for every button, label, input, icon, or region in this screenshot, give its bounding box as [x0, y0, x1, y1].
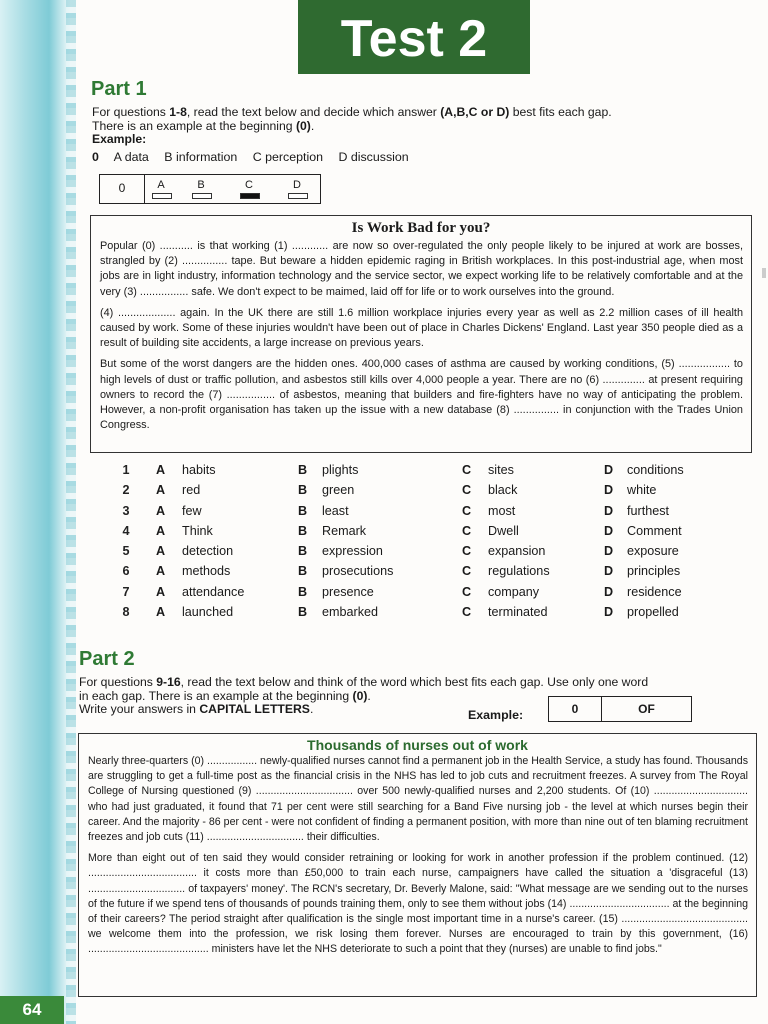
- option-word-d[interactable]: conditions: [627, 463, 684, 477]
- option-word-a[interactable]: red: [182, 483, 201, 498]
- option-row-number: 5: [122, 544, 130, 559]
- answer-option-d: D: [293, 179, 301, 191]
- page-number: 64: [0, 996, 64, 1024]
- option-row: [110, 605, 730, 625]
- option-letter-c: C: [462, 605, 472, 620]
- option-word-d[interactable]: principles: [627, 564, 681, 579]
- option-word-b[interactable]: Remark: [322, 523, 367, 538]
- option-row: [110, 463, 730, 483]
- option-word-d[interactable]: white: [627, 483, 657, 498]
- option-row-number: 3: [122, 503, 130, 518]
- option-letter-d: D: [604, 483, 614, 498]
- option-letter-b: B: [298, 503, 308, 518]
- option-letter-c: C: [462, 584, 472, 599]
- option-word-b[interactable]: least: [322, 503, 349, 518]
- option-word-d[interactable]: residence: [627, 584, 682, 599]
- option-letter-b: B: [298, 483, 308, 498]
- option-letter-c: C: [462, 503, 472, 518]
- part2-heading: Part 2: [79, 648, 135, 670]
- option-letter-d: D: [604, 605, 614, 620]
- option-word-c[interactable]: most: [488, 503, 516, 518]
- option-row-number: 8: [122, 605, 130, 620]
- answer-mark-d[interactable]: [288, 193, 308, 199]
- option-word-a[interactable]: attendance: [182, 584, 245, 599]
- option-row-number: 4: [122, 523, 130, 538]
- margin-mark: [762, 268, 766, 278]
- option-word-a[interactable]: few: [182, 503, 202, 518]
- option-letter-b: B: [298, 605, 308, 620]
- option-letter-a: A: [156, 483, 166, 498]
- option-letter-d: D: [604, 523, 614, 538]
- answer-mark-a[interactable]: [152, 193, 172, 199]
- part2-instructions: For questions 9-16, read the text below and think of the word which best fits each gap. Use only one word in each gap. There is an example at the beginning (0). Write your answers in CAPITAL LETTERS.: [79, 675, 649, 716]
- option-row-number: 7: [122, 584, 130, 599]
- option-letter-c: C: [462, 463, 472, 477]
- option-letter-d: D: [604, 544, 614, 559]
- option-word-d[interactable]: furthest: [627, 503, 669, 518]
- option-letter-c: C: [462, 523, 472, 538]
- page-title: Test 2: [298, 0, 530, 74]
- option-letter-a: A: [156, 605, 166, 620]
- option-letter-a: A: [156, 523, 166, 538]
- option-word-a[interactable]: Think: [182, 523, 213, 538]
- part1-example-label: Example:: [92, 132, 147, 146]
- option-letter-d: D: [604, 564, 614, 579]
- option-word-d[interactable]: exposure: [627, 544, 679, 559]
- option-word-c[interactable]: sites: [488, 463, 514, 477]
- part2-paragraph-2: More than eight out of ten said they would consider retraining or looking for work in another profession if the problem continued. (12) ..................................... it costs more than £50,000 to train each nurse, campaigners have called the situation a 'disgraceful (13) ................................. of taxpayers' money'. The RCN's secretary, Dr. Beverly Malone, said: "What message are we sending out to the nurses of the future if we spend tens of thousands of pounds training them, only to see them without jobs (14) .................................. at the beginning of their careers? The period straight after qualification is the single most important time in a nurse's career. (15) ........................................... we welcome them into the profession, we risk losing them forever. Nurses are encouraged to train by this government, (16) ......................................... ministers have let the NHS deteriorate to such a point that they (nurses) are unable to find jobs.": [88, 852, 748, 956]
- part1-example-row: 0 A data B information C perception D discussion: [92, 150, 409, 164]
- answer-option-c: C: [245, 179, 253, 191]
- option-letter-c: C: [462, 564, 472, 579]
- option-row-number: 1: [122, 463, 130, 477]
- part2-example-word: OF: [638, 702, 655, 716]
- option-row: [110, 524, 730, 544]
- option-word-b[interactable]: green: [322, 483, 355, 498]
- option-letter-a: A: [156, 503, 166, 518]
- option-word-b[interactable]: embarked: [322, 605, 379, 620]
- answer-option-a: A: [157, 179, 165, 191]
- option-letter-a: A: [156, 544, 166, 559]
- option-letter-d: D: [604, 463, 614, 477]
- option-letter-d: D: [604, 503, 614, 518]
- option-letter-c: C: [462, 544, 472, 559]
- part2-example-number: 0: [549, 697, 602, 721]
- option-row: [110, 483, 730, 503]
- part1-example-answer-box: [99, 174, 321, 204]
- option-word-b[interactable]: prosecutions: [322, 564, 394, 579]
- option-word-a[interactable]: methods: [182, 564, 231, 579]
- part2-example-label: Example:: [468, 708, 524, 722]
- answer-option-b: B: [197, 179, 205, 191]
- option-letter-b: B: [298, 564, 308, 579]
- page-edge-decoration: [0, 0, 70, 1024]
- option-letter-a: A: [156, 584, 166, 599]
- part1-text-title: Is Work Bad for you?: [351, 220, 491, 236]
- part1-heading: Part 1: [91, 78, 147, 100]
- option-word-b[interactable]: presence: [322, 584, 374, 599]
- option-word-a[interactable]: launched: [182, 605, 234, 620]
- option-word-c[interactable]: black: [488, 483, 518, 498]
- option-word-c[interactable]: regulations: [488, 564, 550, 579]
- part2-paragraph-1: Nearly three-quarters (0) ................. newly-qualified nurses cannot find a permanent job in the Health Service, a study has found. Thousands are struggling to get a full-time post as the financial crisis in the NHS has led to job cuts and recruitment freezes. A survey from The Royal College of Nursing questioned (9) ................................. over 500 newly-qualified nurses and 2,200 students. Of (10) ................................ who had just graduated, it found that 71 per cent were still searching for a Band Five nursing job - the level at which nurses begin their career. And the majority - 86 per cent - were not confident of finding a permanent position, with more than nine out of ten blaming recruitment freezes and job cuts (11) ................................. their difficulties.: [88, 755, 748, 844]
- option-row-number: 2: [122, 483, 130, 498]
- option-word-c[interactable]: company: [488, 584, 540, 599]
- option-row-number: 6: [122, 564, 130, 579]
- option-word-b[interactable]: expression: [322, 544, 383, 559]
- answer-box-number: 0: [100, 175, 145, 203]
- option-word-c[interactable]: Dwell: [488, 523, 519, 538]
- option-letter-b: B: [298, 544, 308, 559]
- part1-paragraph-2: (4) ................... again. In the UK there are still 1.6 million workplace injuries every year as well as 2.2 million cases of ill health caused by work. Some of these injuries wouldn't have been out of place in Charles Dickens' England. Last year 350 people died as a result of building site accidents, a large increase on previous years.: [100, 306, 743, 350]
- option-word-c[interactable]: terminated: [488, 605, 548, 620]
- option-letter-b: B: [298, 523, 308, 538]
- part2-text-box: [78, 733, 757, 997]
- option-letter-b: B: [298, 463, 308, 477]
- part1-options-table: [110, 463, 730, 625]
- option-row: [110, 504, 730, 524]
- option-row: [110, 544, 730, 564]
- option-word-c[interactable]: expansion: [488, 544, 546, 559]
- answer-mark-b[interactable]: [192, 193, 212, 199]
- part1-instructions: For questions 1-8, read the text below and decide which answer (A,B,C or D) best fits each gap. There is an example at the beginning (0). Example:: [92, 106, 732, 147]
- part1-text-box: [90, 215, 752, 453]
- option-letter-a: A: [156, 463, 166, 477]
- part2-text-title: Thousands of nurses out of work: [307, 737, 528, 753]
- answer-mark-c-selected[interactable]: [240, 193, 260, 199]
- option-letter-b: B: [298, 584, 308, 599]
- option-row: [110, 564, 730, 584]
- option-word-d[interactable]: propelled: [627, 605, 679, 620]
- option-word-a[interactable]: detection: [182, 544, 234, 559]
- option-word-d[interactable]: Comment: [627, 523, 682, 538]
- part1-paragraph-3: But some of the worst dangers are the hidden ones. 400,000 cases of asthma are caused by working conditions, (5) ................. to high levels of dust or traffic pollution, and asbestos still kills over 4,000 people a year. There are no (6) .............. at present requiring owners to record the (7) ................ of asbestos, meaning that builders and fire-fighters have no way of anticipating the problem. However, a non-profit organisation has taken up the issue with a new database (8) ............... in conjunction with the Trades Union Congress.: [100, 358, 743, 432]
- option-letter-d: D: [604, 584, 614, 599]
- option-letter-c: C: [462, 483, 472, 498]
- option-letter-a: A: [156, 564, 166, 579]
- option-word-b[interactable]: plights: [322, 463, 359, 477]
- option-word-a[interactable]: habits: [182, 463, 216, 477]
- option-row: [110, 585, 730, 605]
- part2-example-answer-box: [548, 696, 692, 722]
- part1-paragraph-1: Popular (0) ........... is that working (1) ............ are now so over-regulated the only people likely to be injured at work are bosses, strangled by (2) ............... tape. But beware a hidden epidemic raging in British workplaces. In this post-industrial age, when most jobs are in light industry, information technology and the service sector, we expect working life to be relatively comfortable and at the very (3) ................ safe. We don't expect to be maimed, laid off for life or to work ourselves into the ground.: [100, 240, 743, 298]
